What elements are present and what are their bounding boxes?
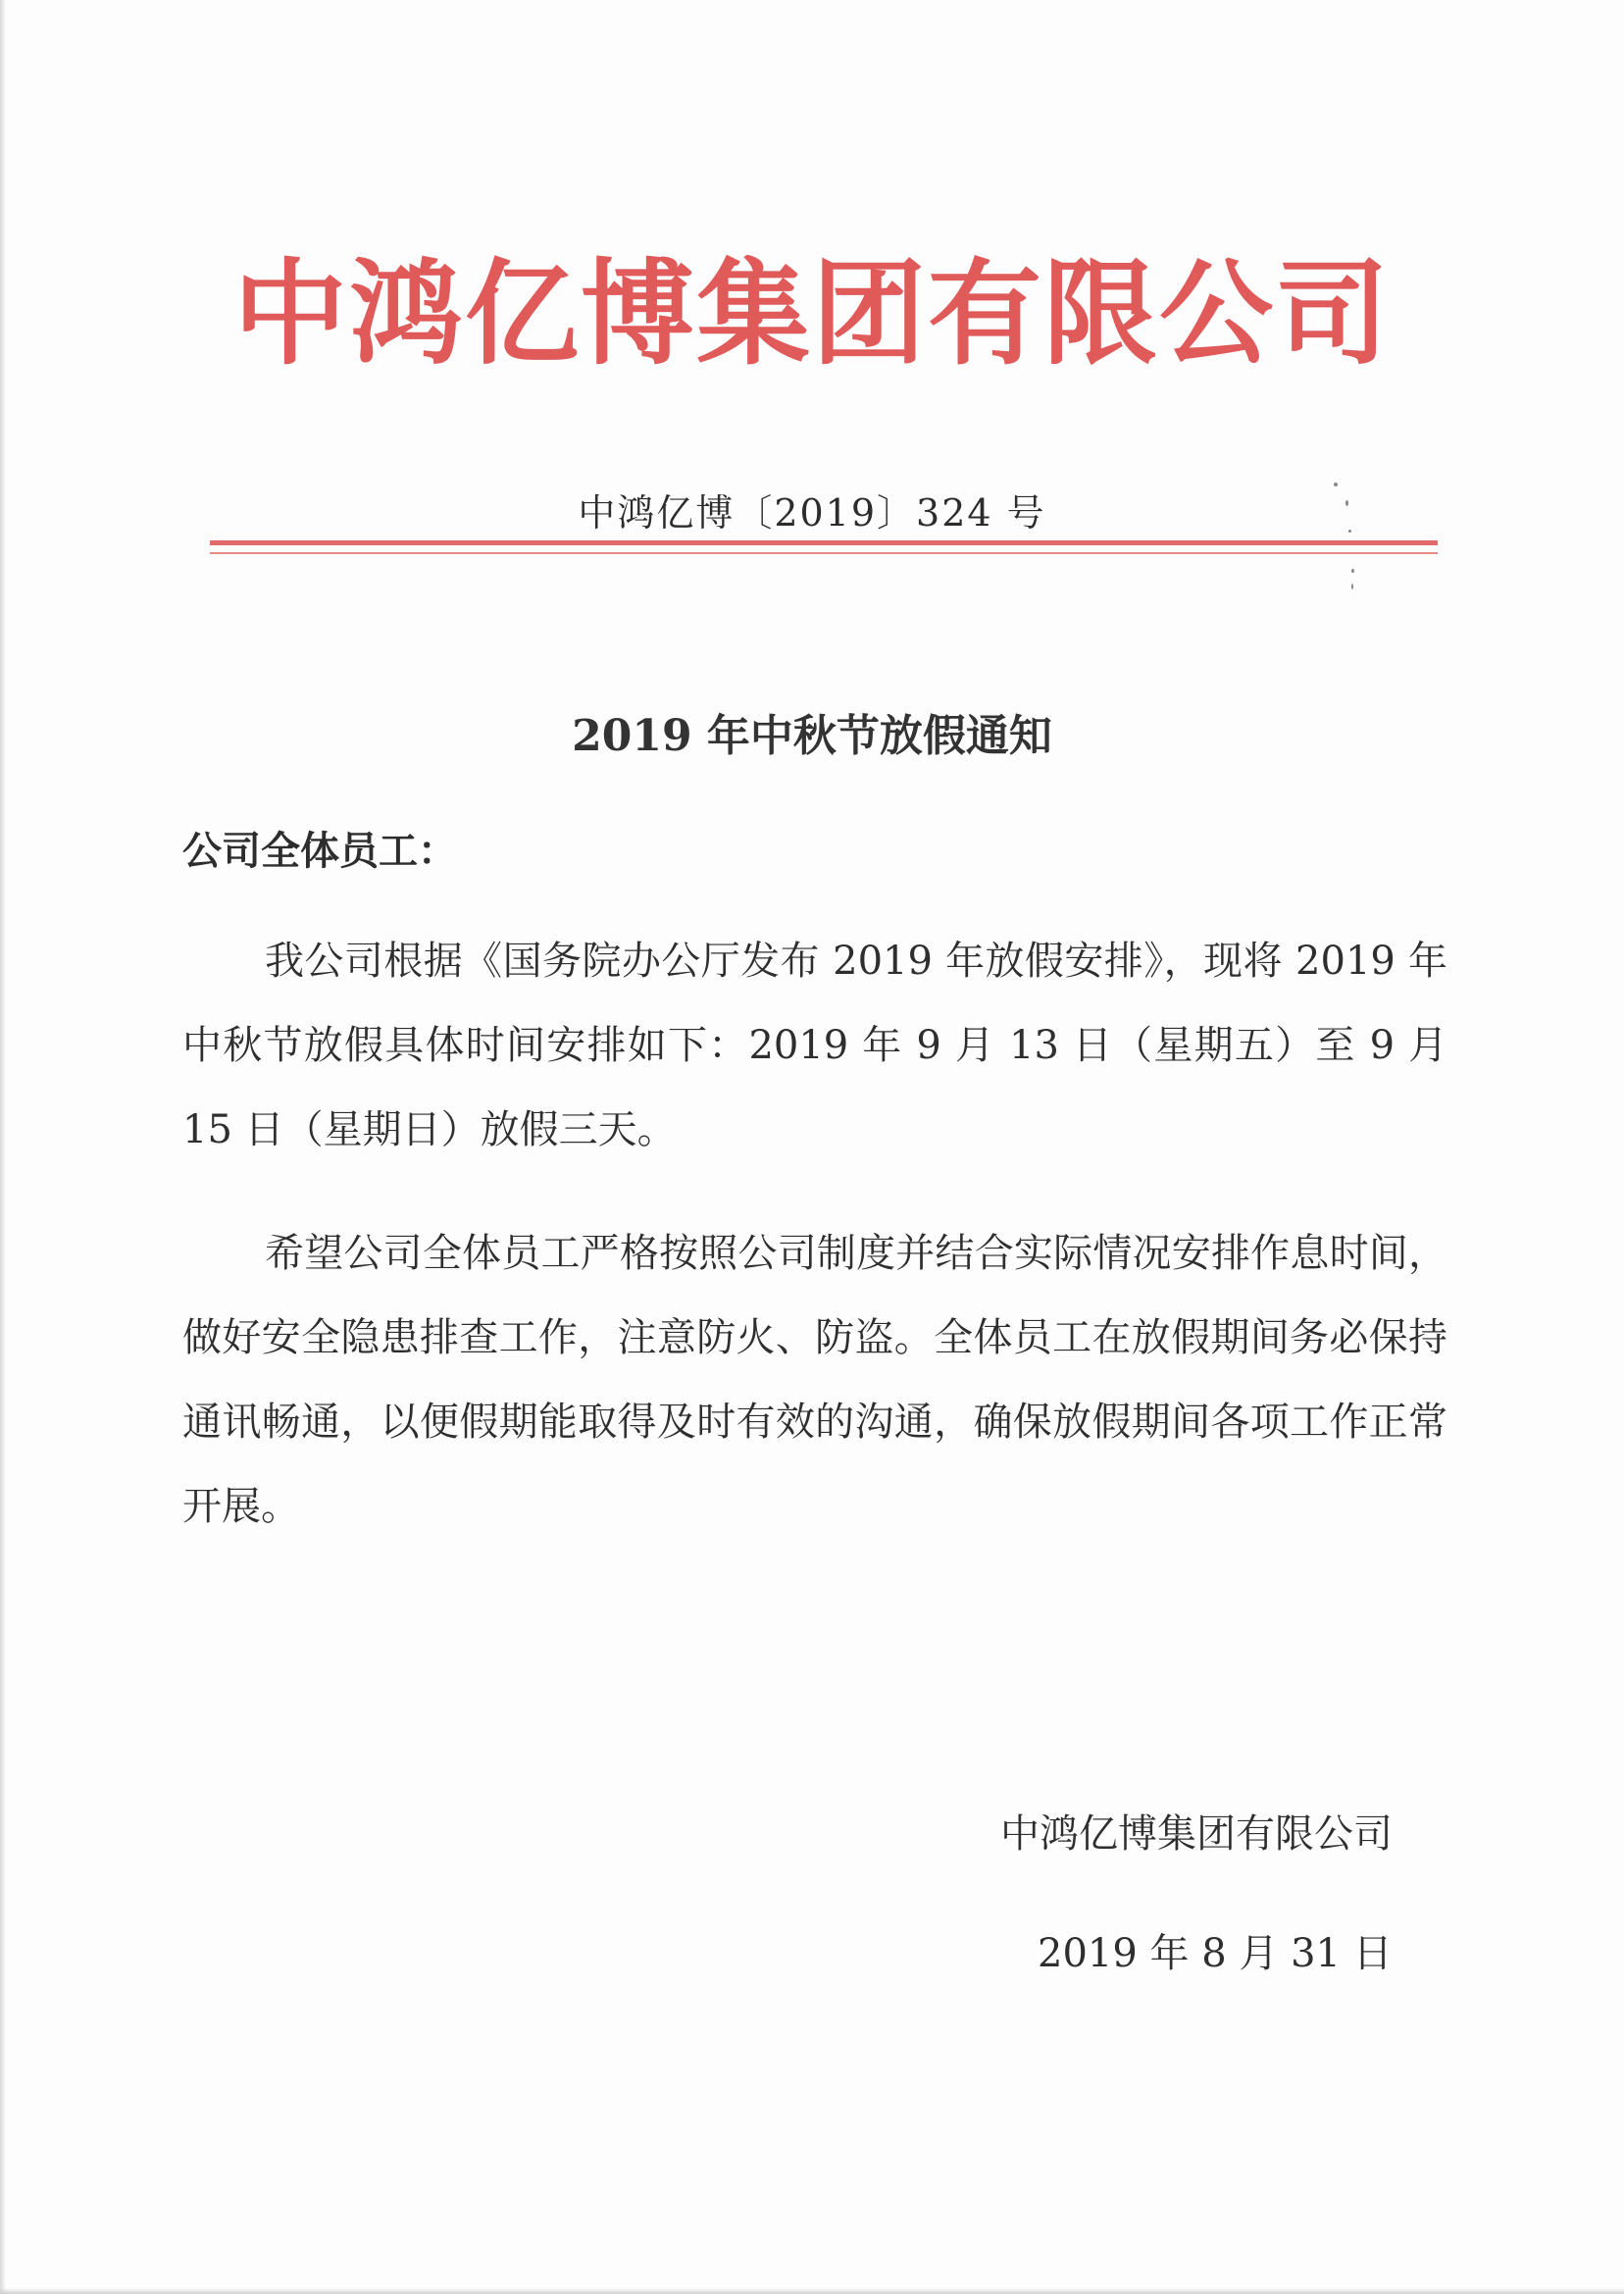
letterhead-rule-thick — [210, 540, 1438, 545]
scan-speck — [1351, 569, 1354, 573]
document-number: 中鸿亿博〔2019〕324 号 — [578, 491, 1046, 535]
scan-speck — [1345, 500, 1348, 506]
letterhead-rule-thin — [210, 552, 1438, 554]
body-paragraph-2: 希望公司全体员工严格按照公司制度并结合实际情况安排作息时间，做好安全隐患排查工作，注意防火、防盗。全体员工在放假期间务必保持通讯畅通，以便假期能取得及时有效的沟通，确保放假期间各项工作正常开展。 — [182, 1231, 1447, 1529]
scan-speck — [1334, 483, 1338, 486]
letterhead-company-name: 中鸿亿博集团有限公司 — [233, 247, 1391, 381]
scan-speck — [1351, 584, 1353, 589]
notice-title: 2019 年中秋节放假通知 — [572, 711, 1052, 761]
body-paragraph-1: 我公司根据《国务院办公厅发布 2019 年放假安排》，现将 2019 年中秋节放假具体时间安排如下：2019 年 9 月 13 日（星期五）至 9 月 15 日（星期日）放假三天。 — [182, 939, 1447, 1152]
salutation: 公司全体员工： — [182, 828, 457, 874]
scan-speck — [1348, 530, 1351, 533]
scan-edge-bottom — [0, 2288, 1624, 2294]
issue-date: 2019 年 8 月 31 日 — [1038, 1931, 1393, 1976]
signature-company-name: 中鸿亿博集团有限公司 — [1000, 1811, 1393, 1857]
